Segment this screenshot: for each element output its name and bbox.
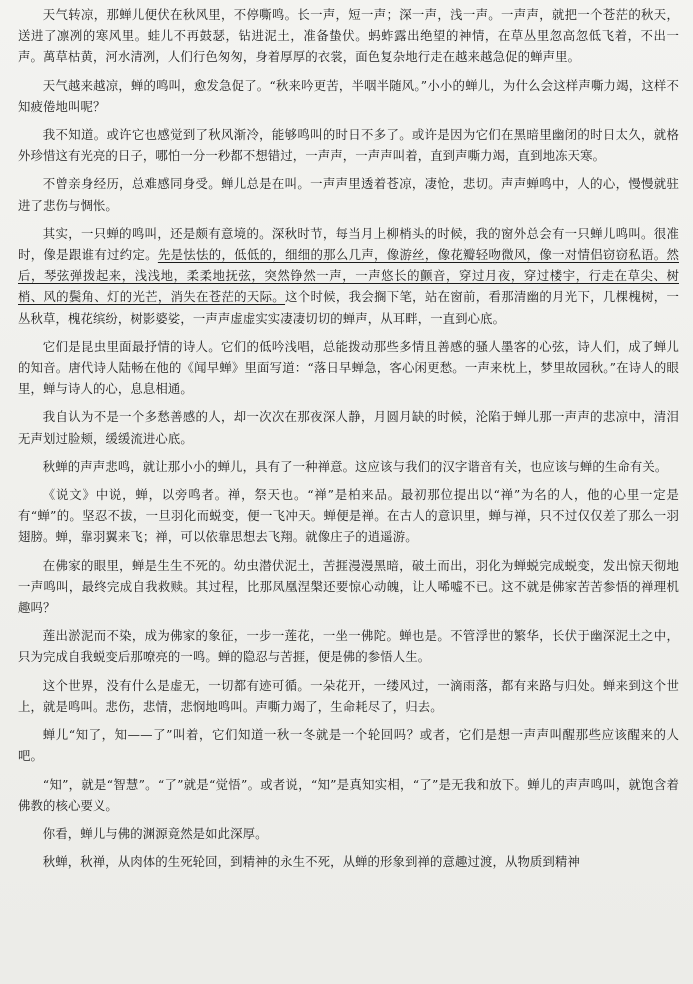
- paragraph-9: 《说文》中说，蝉，以旁鸣者。禅，祭天也。“禅”是柏来品。最初那位提出以“禅”为名的人，他的心里一定是有“蝉”的。坚忍不拔，一旦羽化而蜕变，便一飞冲天。蝉便是禅。在古人的意识里，蝉与禅，只不过仅仅差了那么一羽翅膀。蝉，靠羽翼来飞；禅，可以依靠思想去飞翔。就像庄子的逍遥游。: [18, 487, 679, 545]
- underlined-passage: 先是怯怯的，低低的，细细的那么几声，像游丝，像花瓣轻吻微风，像一对情侣窃窃私语。然后，琴弦弹拨起来，浅浅地，柔柔地抚弦，突然铮然一声，一声悠长的颤音，穿过月夜，穿过楼宇，行走在草尖、树梢、风的鬓角、灯的光芒，消失在苍茫的天际。: [18, 247, 679, 305]
- paragraph-5: [18, 223, 679, 329]
- paragraph-11: 莲出淤泥而不染，成为佛家的象征，一步一莲花，一坐一佛陀。蝉也是。不管浮世的繁华，长伏于幽深泥土之中，只为完成自我蜕变后那嘹亮的一鸣。蝉的隐忍与苦捱，便是佛的参悟人生。: [18, 628, 679, 665]
- paragraph-2: 天气越来越凉，蝉的鸣叫，愈发急促了。“秋来吟更苦，半咽半随风。”小小的蝉儿，为什么会这样声嘶力竭，这样不知疲倦地叫呢？: [18, 77, 679, 114]
- paragraph-14: “知”，就是“智慧”。“了”就是“觉悟”。或者说，“知”是真知实相，“了”是无我和放下。蝉儿的声声鸣叫，就饱含着佛教的核心要义。: [18, 776, 679, 813]
- paragraph-6: 它们是昆虫里面最抒情的诗人。它们的低吟浅唱，总能拨动那些多情且善感的骚人墨客的心弦，诗人们，成了蝉儿的知音。唐代诗人陆畅在他的《闻早蝉》里面写道：“落日早蝉急，客心闲更愁。一声来枕上，梦里故园秋。”在诗人的眼里，蝉与诗人的心，息息相通。: [18, 338, 679, 397]
- paragraph-1: 天气转凉，那蝉儿便伏在秋风里，不停嘶鸣。长一声，短一声；深一声，浅一声。一声声，就把一个苍茫的秋天，送进了凛冽的寒风里。蛙儿不再鼓瑟，钻进泥土，准备蛰伏。蚂蚱露出绝望的神情，在草丛里忽高忽低飞着，不出一声。萬草枯黄，河水清冽，人们行色匆匆，身着厚厚的衣裳，面色复杂地行走在越来越急促的蝉声里。: [18, 7, 679, 65]
- paragraph-8: 秋蝉的声声悲鸣，就让那小小的蝉儿，具有了一种禅意。这应该与我们的汉字谐音有关，也应该与蝉的生命有关。: [42, 458, 668, 474]
- paragraph-5-lead: 其实，一只蝉的鸣叫，还是颇有意境的。深秋时节，每当月上柳梢头的时候，我的窗外总会有一只蝉儿鸣叫。很准时，像是跟谁有过约定。: [18, 225, 679, 263]
- paragraph-7: 我自认为不是一个多愁善感的人，却一次次在那夜深人静，月圆月缺的时候，沦陷于蝉儿那一声声的悲凉中，清泪无声划过脸颊，缓缓流进心底。: [18, 409, 679, 446]
- paragraph-5-tail: 这个时候，我会搁下笔，站在窗前，看那清幽的月光下，几棵槐树，一丛秋草，槐花缤纷，树影婆娑，一声声虚虚实实凄凄切切的蝉声，从耳畔，一直到心底。: [18, 289, 679, 326]
- paragraph-13: 蝉儿“知了，知——了”叫着，它们知道一秋一冬就是一个轮回吗？或者，它们是想一声声叫醒那些应该醒来的人吧。: [18, 727, 679, 764]
- paragraph-4: 不曾亲身经历，总难感同身受。蝉儿总是在叫。一声声里透着苍凉，凄怆，悲切。声声蝉鸣中，人的心，慢慢就驻进了悲伤与惆怅。: [18, 176, 679, 213]
- paragraph-3: 我不知道。或许它也感觉到了秋风渐冷，能够鸣叫的时日不多了。或许是因为它们在黑暗里幽闭的时日太久，就格外珍惜这有光亮的日子，哪怕一分一秒都不想错过，一声声，一声声叫着，直到声嘶力竭，直到地冻天寒。: [18, 127, 679, 164]
- paragraph-15: 你看，蝉儿与佛的渊源竟然是如此深厚。: [42, 825, 268, 841]
- paragraph-16: 秋蝉，秋禅，从肉体的生死轮回，到精神的永生不死，从蝉的形象到禅的意趣过渡，从物质到精神: [42, 854, 580, 870]
- paragraph-10: 在佛家的眼里，蝉是生生不死的。幼虫潜伏泥土，苦捱漫漫黑暗，破土而出，羽化为蝉蜕完成蜕变，发出惊天彻地一声鸣叫，最终完成自我救赎。其过程，比那凤凰涅槃还要惊心动魄，让人唏嘘不已。这不就是佛家苦苦参悟的禅理机趣吗？: [18, 557, 679, 616]
- paragraph-12: 这个世界，没有什么是虚无，一切都有迹可循。一朵花开，一缕风过，一滴雨落，都有来路与归处。蝉来到这个世上，就是鸣叫。悲伤，悲情，悲悯地鸣叫。声嘶力竭了，生命耗尽了，归去。: [18, 677, 679, 714]
